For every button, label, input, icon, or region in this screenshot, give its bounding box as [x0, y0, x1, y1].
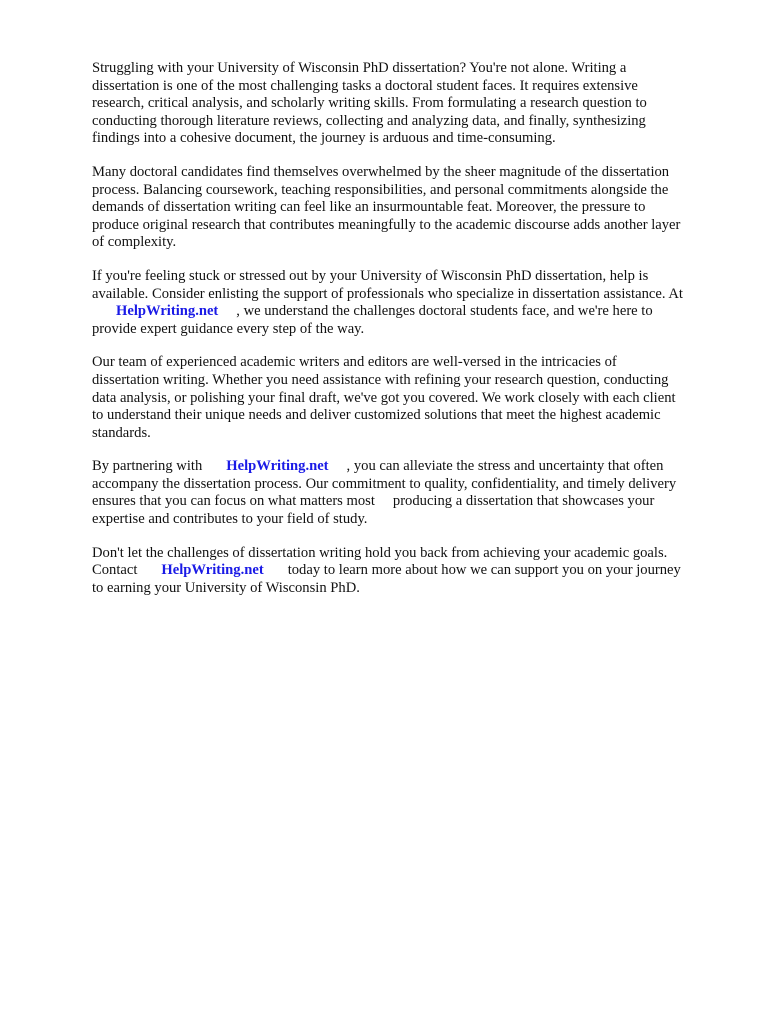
paragraph-help [92, 268, 732, 338]
text-fragment: Contact [92, 562, 138, 579]
text-line: Struggling with your University of Wisconsin PhD dissertation? You're not alone. Writing a [92, 60, 627, 76]
text-fragment: By partnering with [92, 458, 203, 475]
text-line: demands of dissertation writing can feel like an insurmountable feat. Moreover, the pressure to [92, 199, 646, 216]
paragraph-challenges [92, 164, 732, 252]
text-line: accompany the dissertation process. Our commitment to quality, confidentiality, and timely delivery [92, 475, 677, 492]
text-fragment: today to learn more about how we can support you on your journey [287, 562, 681, 579]
text-line: dissertation writing. Whether you need assistance with refining your research question, conducting [92, 371, 669, 388]
text-line: to understand their unique needs and deliver customized solutions that meet the highest academic [92, 407, 661, 424]
text-line: dissertation is one of the most challenging tasks a doctoral student faces. It requires extensive [92, 77, 638, 94]
text-fragment: producing a dissertation that showcases your [392, 493, 655, 510]
paragraph-team [92, 354, 732, 442]
text-line [92, 303, 732, 321]
text-line: provide expert guidance every step of the way. [92, 320, 365, 337]
text-line: standards. [92, 424, 151, 441]
text-line: data analysis, or polishing your final draft, we've got you covered. We work closely with each client [92, 389, 676, 406]
text-line: produce original research that contributes meaningfully to the academic discourse adds another layer [92, 216, 681, 233]
text-line: Our team of experienced academic writers and editors are well-versed in the intricacies of [92, 354, 617, 371]
paragraph-intro [92, 60, 732, 148]
document-page [92, 60, 732, 613]
text-line: If you're feeling stuck or stressed out by your University of Wisconsin PhD dissertation, help is [92, 267, 649, 284]
helpwriting-link[interactable]: HelpWriting.net [226, 458, 329, 475]
text-line: Don't let the challenges of dissertation writing hold you back from achieving your academic goals. [92, 544, 668, 561]
text-line: expertise and contributes to your field of study. [92, 511, 368, 528]
text-line: conducting thorough literature reviews, collecting and analyzing data, and finally, synthesizing [92, 112, 646, 129]
helpwriting-link[interactable]: HelpWriting.net [116, 303, 219, 320]
text-fragment: , you can alleviate the stress and uncertainty that often [346, 458, 664, 475]
text-fragment: ensures that you can focus on what matters most [92, 493, 375, 510]
text-line [92, 458, 732, 476]
text-line: findings into a cohesive document, the journey is arduous and time-consuming. [92, 130, 556, 147]
text-line: to earning your University of Wisconsin PhD. [92, 579, 360, 596]
text-line [92, 493, 732, 511]
text-line [92, 562, 732, 580]
paragraph-partnering [92, 458, 732, 528]
text-line: process. Balancing coursework, teaching responsibilities, and personal commitments alongside the [92, 181, 669, 198]
text-line: Many doctoral candidates find themselves overwhelmed by the sheer magnitude of the dissertation [92, 163, 670, 180]
paragraph-contact [92, 545, 732, 598]
text-fragment: , we understand the challenges doctoral students face, and we're here to [236, 303, 653, 320]
helpwriting-link[interactable]: HelpWriting.net [161, 562, 264, 579]
text-line: of complexity. [92, 234, 177, 251]
text-line: research, critical analysis, and scholarly writing skills. From formulating a research question to [92, 95, 647, 112]
text-line: available. Consider enlisting the support of professionals who specialize in dissertation assistance. At [92, 285, 683, 302]
